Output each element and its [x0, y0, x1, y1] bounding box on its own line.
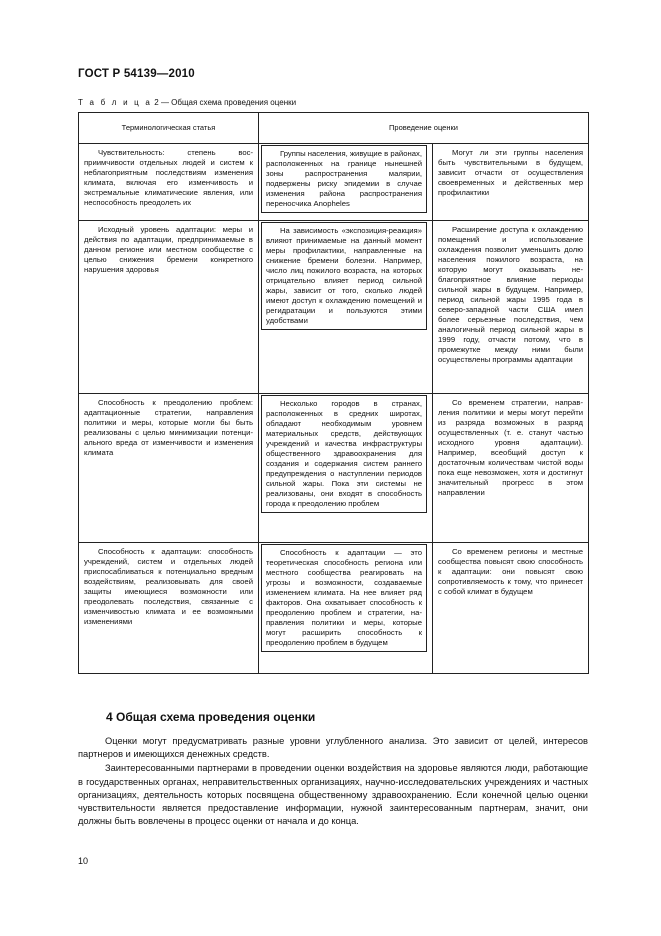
example-cell: Несколько городов в странах, расположенных в средних широтах, обладают необходимым уровнем материальных средств, действующих учреждений и качества инфраструктуры общественного здравоохранения для создания и содержания систем раннего предупреждения о наступлении периодов сильной жары. Пока эти системы не реализованы, они входят в способность города к преодолению проблем — [261, 395, 427, 513]
assessment-cell: Расширение доступа к охлаждению помещений и использование охлаждения позволит уменьшить долю населения пожилого возраста, на которую могут оказывать неблагоприятное влияние периоды сильной жары в будущем. Например, период сильной жары 1995 года в северо-западной части США имел более серьезные последствия, чем аналогичный период сильной жары в 1999 году, отчасти потому, что в промежутке между ними были осуществлены программы адаптации — [438, 225, 584, 364]
body-paragraph: Оценки могут предусматривать разные уровни углубленного анализа. Это зависит от целей, интересов партнеров и имеющихся денежных средств. — [78, 736, 588, 760]
example-cell: Способность к адаптации — это теоретическая способность региона или местного сообщества реагировать на угрозы и возможности, создаваемые изменением климата. На нее влияет ряд факторов. Она охватывает способность к преодолению проблем и стратегии, направления политики и меры, которые могут расширить способность к преодолению проблем в будущем — [261, 544, 427, 652]
assessment-cell: Со временем регионы и местные сообщества повысят свою способность к адаптации: они повысят свою сопротивляемость к тому, что принесет с собой климат в будущем — [438, 547, 584, 596]
term-cell: Способность к адаптации: способность учреждений, систем и отдельных людей приспосабливаться к потенциально вредным воздействиям, реализовывать для своей защиты имеющиеся возможности или преодолевать последствия, связанные с изменчивостью климата и ее возможными изменениями — [84, 547, 253, 626]
document-header: ГОСТ Р 54139—2010 — [78, 68, 195, 80]
term-cell: Чувствительность: степень восприимчивости отдельных людей и систем к неблагоприятным последствиям изменения климата, включая его изменчивость и экстремальные климатические явления, или неспособность преодолеть их — [84, 148, 253, 207]
section-heading: 4 Общая схема проведения оценки — [106, 710, 316, 724]
example-cell: Группы населения, живущие в районах, расположенных на границе нынешней зоны распространения малярии, подвержены риску эпидемии в случае изменения района распространения переносчика Anopheles — [261, 145, 427, 213]
term-cell: Способность к преодолению проблем: адаптационные стратегии, направления политики и меры, которые могли бы быть реализованы с целью минимизации потенциального вреда от изменчивости и изменения климата — [84, 398, 253, 457]
section-body — [78, 735, 588, 829]
table-caption — [78, 98, 296, 107]
term-cell: Исходный уровень адаптации: меры и действия по адаптации, предпринимаемые в данном регионе или местном сообществе с целью снижения бремени конкретного нарушения здоровья — [84, 225, 253, 274]
example-cell: На зависимость «экспозиция-реакция» влияют принимаемые на данный момент меры профилактики, направленные на снижение бремени болезни. Например, число лиц пожилого возраста, на которых отрицательно влияет период сильной жары, зависит от того, сколько людей имеют доступ к охлаждению помещений и регидратации и пользуются этими удобствами — [261, 222, 427, 330]
assessment-cell: Со временем стратегии, направления политики и меры могут перейти из разряда возможных в разряд осуществленных (т. е. станут частью исходного уровня адаптации). Например, всеобщий доступ к достаточным количествам чистой воды пока еще невозможен, хотя и достигнут значительный прогресс в этом направлении — [438, 398, 584, 497]
column-header-term: Терминологическая статья — [79, 113, 259, 144]
assessment-scheme-table — [78, 112, 589, 674]
table-caption-text: 2 — Общая схема проведения оценки — [154, 98, 297, 107]
column-header-assessment: Проведение оценки — [259, 113, 589, 144]
assessment-cell: Могут ли эти группы населения быть чувствительными в будущем, зависит отчасти от осуществления своевременных и действенных мер профилактики — [438, 148, 584, 197]
table-header-row — [79, 113, 589, 144]
table-row — [79, 543, 589, 674]
body-paragraph: Заинтересованными партнерами в проведении оценки воздействия на здоровье являются люди, работающие в государственных органах, неправительственных организациях, научно-исследовательских учреждениях и частных организациях, деятельность которых посвящена общественному здравоохранению. Если конечной целью оценки чувствительности является предоставление информации, нужной заинтересованным партнерам, значит, они должны быть вовлечены в процесс оценки от начала и до конца. — [78, 763, 588, 827]
table-row — [79, 144, 589, 221]
table-caption-prefix: Т а б л и ц а — [78, 98, 153, 107]
page-number: 10 — [78, 856, 89, 866]
table-row — [79, 221, 589, 394]
table-row — [79, 394, 589, 543]
